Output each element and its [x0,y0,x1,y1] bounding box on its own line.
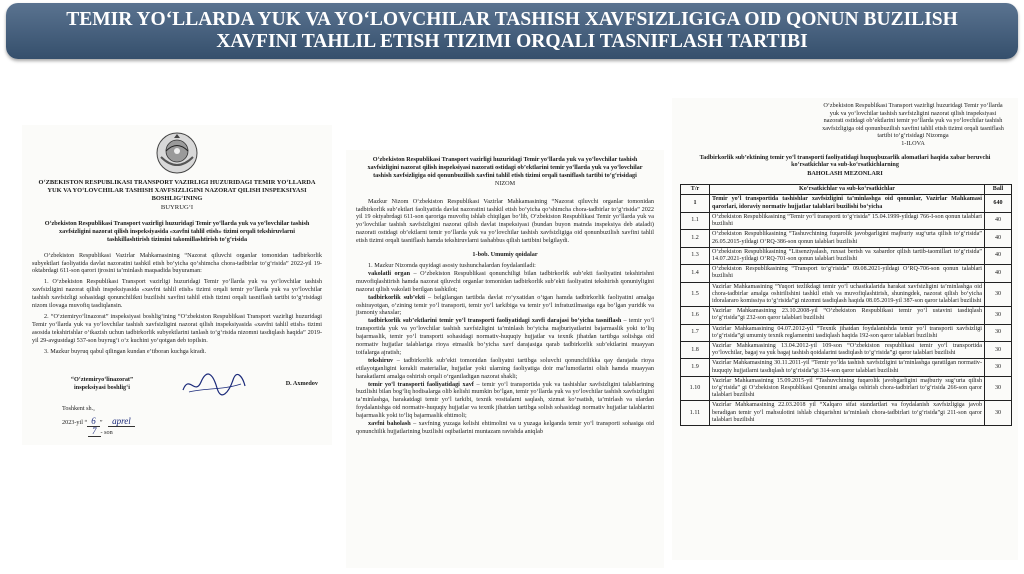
row-criterion: O‘zbekiston Respublikasining “Tashuvchining fuqarolik javobgarligini majburiy sug‘urta qilish to‘g‘risida” 26.05.2015-yildagi O‘RQ-386-son qonun talablari buzilishi [710,230,985,247]
order-item-3: 3. Mazkur buyruq qabul qilingan kundan e’tiboran kuchga kiradi. [44,347,207,355]
definition-3 [356,317,654,357]
annex-heading: O‘zbekiston Respublikasi Transport vazirligi huzuridagi Temir yo‘llarda yuk va yo‘lovchilar tashish xavfsizligini nazorat qilish inspeksiyasi nazorati ostidagi ob’ektlarini temir yo‘llarda yuk va yo‘lovchilar tashish xavfsizligiga oid qonunbuzilish xavfini tahlil etish tizimi orqali tasniflash tartibi to‘g‘risidagi Nizomga [822,102,1004,140]
row-number: 1.3 [681,247,710,264]
row-ball: 30 [985,376,1012,401]
banner-line-1: TEMIR YO‘LLARDA YUK VA YO‘LOVCHILAR TASHISH XAVFSIZLIGIGA OID QONUN BUZILISH [66,9,958,30]
row-number: 1.7 [681,324,710,341]
row-criterion: Vazirlar Mahkamasining 22.03.2018 yil “Xalqaro sifat standartlari va foydalanish xavfsizligiga javob beradigan temir yo‘l mahsulotini ishlab chiqarishni ta’minlash chora-tadbirlari to‘g‘risida”gi 211-son qaror talablari buzilishi [710,401,985,426]
criteria-table [680,184,1012,426]
table-row [681,324,1012,341]
definition-4-text: – tadbirkorlik sub’ekti tomonidan faoliyatni tartibga soluvchi qonunchilikka qay darajada rioya etilayotganligini kerakli materiallar, hujjatlar yoki ularning faoliyatiga doir ma’lumotlarini olish hamda muayyan harakatlarni amalga oshirish orqali o‘rganiladigan nazorat shakli; [356,356,654,380]
table-row [681,359,1012,376]
table-row [681,307,1012,324]
term-3: tadbirkorlik sub’ektlarini temir yo‘l transporti faoliyatidagi xavfi darajasi bo‘yicha tasniflash [368,317,622,325]
row-number: 1.6 [681,307,710,324]
regulation-heading: O‘zbekiston Respublikasi Transport vazirligi huzuridagi Temir yo‘llarda yuk va yo‘lovchilar tashish xavfsizligini nazorat qilish inspeksiyasi nazorati ostidagi ob’ektlarini temir yo‘llarda yuk va yo‘lovchilar tashish xavfsizligiga oid qonunbuzilish xavfini tahlil etish tizimi orqali tasniflash tartibi to‘g‘risidagi [367,156,643,179]
row-number: 1.11 [681,401,710,426]
order-subject: O‘zbekiston Respublikasi Transport vazirligi huzuridagi Temir yo‘llarda yuk va yo‘lovchilar tashish xavfsizligini nazorat qilish inspeksiyasida «xavfni tahlil etish» tizimi orqali tekshiruvlarni tashkillashtirish tizimini takomillashtirish to‘g‘risida [44,219,310,243]
definition-5 [356,381,654,421]
row-criterion: Vazirlar Mahkamasining 30.11.2011-yil “Temir yo‘lda tashish xavfsizligini ta’minlashga qaratilgan normativ-huquqiy hujjatlarni tasdiqlash to‘g‘risida”gi 314-son qaror talablari buzilishi [710,359,985,376]
signature-image [179,370,249,398]
order-place: Toshkent sh., [62,404,95,412]
row-criterion: O‘zbekiston Respublikasining “Litsenziyalash, ruxsat berish va xabardor qilish tartib-taomillari to‘g‘risida” 14.07.2021-yildagi O‘RQ-701-son qonun talablari buzilishi [710,247,985,264]
regulation-para-1: 1. Mazkur Nizomda quyidagi asosiy tushunchalardan foydalaniladi: [368,261,536,269]
col-header-no: T/r [681,185,710,195]
term-4: tekshiruv [368,356,394,364]
row-ball: 40 [985,265,1012,282]
definition-6 [356,420,654,436]
definition-3-text: – temir yo‘l transportida yuk va yo‘lovchilar tashish xavfsizligini ta’minlash bo‘yicha majburiyatlarini bajarmaslik yoki to‘liq bajarmaslik, temir yo‘l transporti sohasidagi normativ-huquqiy hujjatlar va texnik jihatdan tartibga solishga oid normativ hujjatlar talablariga rioya etmaslik bo‘yicha xavf darajasiga qarab tadbirkorlik sub’ektlarini muayyan toifalarga ajratish; [356,317,654,356]
row-criterion: O‘zbekiston Respublikasining “Temir yo‘l transporti to‘g‘risida” 15.04.1999-yildagi 766-I-son qonun talablari buzilishi [710,212,985,229]
row-ball: 30 [985,282,1012,307]
regulation-intro: Mazkur Nizom O‘zbekiston Respublikasi Vazirlar Mahkamasining “Nazorat qiluvchi organlar tomonidan tadbirkorlik sub’ektlari faoliyatida davlat nazoratini tashkil etish bo‘yicha qo‘shimcha chora-tadbirlar to‘g‘risida” 2022 yil 19 oktyabrdagi 611-son qaroriga muvofiq ishlab chiqilgan bo‘lib, O‘zbekiston Respublikasi Temir yo‘llarda yuk va yo‘lovchilar tashish xavfsizligini nazorat qilish davlat inspeksiyasi (bundan buyon matnda inspeksiya deb ataladi) nazorati ostidagi ob’ektlarni temir yo‘llarda yuk va yo‘lovchilar tashish xavfsizligiga oid qonunbuzilish xavfini tahlil etish tizimi orqali tasniflash hamda tekshiruvlarni tashabbus qilish tartibini belgilaydi. [356,197,654,245]
order-item-1: 1. O‘zbekiston Respublikasi Transport vazirligi huzuridagi Temir yo‘llarda yuk va yo‘lovchilar tashish xavfsizligini nazorat qilish inspeksiyasida «xavfni tahlil etish» tizimi orqali temir yo‘llarda yuk va yo‘lovchilar tashish xavfsizligi sohasidagi qonunchilikni buzilishi xavfini tahlil etish tizimi orqali tasniflash tartibi to‘g‘risidagi nizom ilovaga muvofiq tasdiqlansin. [32,278,322,310]
banner-title [66,9,958,53]
table-row [681,376,1012,401]
regulation-section-title: 1-bob. Umumiy qoidalar [472,251,538,259]
definition-1 [356,270,654,294]
order-number-suffix: - son [100,428,113,436]
table-header-row [681,185,1012,195]
banner-line-2: XAVFINI TAHLIL ETISH TIZIMI ORQALI TASNIFLASH TARTIBI [216,31,808,52]
title-banner [6,3,1018,59]
definition-6-text: – xavfning yuzaga kelishi ehtimolini va u yuzaga kelganda temir yo‘l transporti sohasiga oid qonunchilik hujjatlarining buzilishi oqibatlarini muntazam ravishda aniqlab [356,420,654,435]
table-row [681,230,1012,247]
table-row [681,265,1012,282]
term-1: vakolatli organ [368,269,411,277]
row-number: 1 [681,195,710,212]
signature-block [62,370,318,398]
definition-4 [356,357,654,381]
order-type: BUYRUG‘I [160,204,194,211]
row-number: 1.10 [681,376,710,401]
row-criterion: Vazirlar Mahkamasining 04.07.2012-yil “Texnik jihatdan foydalanishda temir yo‘l transporti xavfsizligi to‘g‘risida”gi umumiy texnik reglamentni tasdiqlash haqida 192-son qaror talablari buzilishi [710,324,985,341]
definition-2-text: – belgilangan tartibda davlat ro‘yxatidan o‘tgan hamda tadbirkorlik faoliyatini amalga oshirayotgan, o‘zining temir yo‘l transporti, temir yo‘l tarkibiga va temir yo‘l infratuzilmasiga ega bo‘lgan yuridik va jismoniy shaxslar; [356,293,655,317]
table-row [681,195,1012,212]
row-number: 1.4 [681,265,710,282]
row-ball: 30 [985,341,1012,358]
row-ball: 30 [985,324,1012,341]
row-criterion: Vazirlar Mahkamasining 23.10.2008-yil “O‘zbekiston Respublikasi temir yo‘l ustavini tasdiqlash to‘g‘risida”gi 232-son qaror talablari buzilishi [710,307,985,324]
order-item-2: 2. “O‘ztemiryo‘linazorat” inspeksiyasi boshlig‘ining “O‘zbekiston Respublikasi Transport vazirligi huzuridagi Temir yo‘llarda yuk va yo‘lovchilar tashish xavfsizligini nazorat qilish inspeksiyasida «xavfni tahlil etish» tizimi asosida tekshirishlar o‘tkazish uchun tadbirkorlik subyektlarini tanlash to‘g‘risida nizomni tasdiqlash haqida” 2019-yil 29-avgustdagi 537-son buyrug‘i o‘z kuchini yo‘qotgan deb topilsin. [32,312,322,344]
row-criterion: O‘zbekiston Respublikasining “Transport to‘g‘risida” 09.08.2021-yildagi O‘RQ-706-son qonun talablari buzilishi [710,265,985,282]
row-ball: 30 [985,307,1012,324]
date-month: aprel [108,416,135,427]
definition-2 [356,294,654,318]
row-criterion: Vazirlar Mahkamasining 15.09.2015-yil “Tashuvchining fuqarolik javobgarligini majburiy sug‘urta qilish to‘g‘risida” gi O‘zbekiston Respublikasi Qonunini amalga oshirish chora-tadbirlari to‘g‘risida 266-son qaror talablari buzilishi [710,376,985,401]
order-issuer: O‘ZBEKISTON RESPUBLIKASI TRANSPORT VAZIRLIGI HUZURIDAGI TEMIR YO‘LLARDA YUK VA YO‘LOVCHILAR TASHISH XAVFSIZLIGINI NAZORAT QILISH INSPEKSIYASI BOSHLIG‘INING [38,179,316,202]
row-number: 1.8 [681,341,710,358]
date-prefix: 2023-yil “ [62,418,88,426]
row-number: 1.9 [681,359,710,376]
order-document [22,125,332,445]
row-ball: 30 [985,359,1012,376]
row-criterion: Vazirlar Mahkamasining 13.04.2012-yil 109-son “O‘zbekiston respublikasi temir yo‘l transportida yo‘lovchilar, bagaj va yuk bagaj tashish qoidalarini tasdiqlash to‘g‘risida”gi qaror talablari buzilishi [710,341,985,358]
regulation-document [346,150,664,568]
row-ball: 40 [985,212,1012,229]
row-criterion: Temir yo‘l transportida tashishlar xavfsizligini ta’minlashga oid qonunlar, Vazirlar Mahkamasi qarorlari, idoraviy normativ hujjatlar talablari buzilishi bo‘yicha [710,195,985,212]
term-2: tadbirkorlik sub’ekti [368,293,425,301]
row-ball: 40 [985,247,1012,264]
table-row [681,282,1012,307]
row-ball: 30 [985,401,1012,426]
order-date-block [62,404,332,437]
annex-document [672,98,1018,560]
row-ball: 40 [985,230,1012,247]
row-criterion: Vazirlar Mahkamasining “Yuqori tezlikdagi temir yo‘l uchastkalarida harakat xavfsizligini ta’minlashga oid chora-tadbirlar amalga oshirilishini tashkil etish va muvofiqlashtirish, shuningdek, nazorat qilish bo‘yicha idoralararo komissiya to‘g‘risida”gi nizomni tasdiqlash haqida 08.05.2019-yil 387-son qaror talablari buzilishi [710,282,985,307]
annex-title: Tadbirkorlik sub’ektining temir yo‘l transporti faoliyatidagi huquqbuzarlik alomatlari haqida xabar beruvchi ko‘rsatkichlar va sub-ko‘rsatkichlarning [699,153,991,169]
signer-name: D. Axmedov [285,379,318,387]
date-mid: ” [99,418,103,426]
regulation-type: NIZOM [494,179,516,187]
order-number-value: 7 [88,426,101,437]
date-day: 6 [87,416,100,427]
definition-5-text: – temir yo‘l transportida yuk va tashishlar xavfsizligini talablarining buzilishi bilan bog‘liq hodisalarga olib kelishi mumkin bo‘lgan, temir yo‘llarda yuk va yo‘lovchilar tashish xavfsizligini ta’minlashga, harakatdagi temir yo‘l tarkibi, texnik vositalarni saqlash, xizmat ko‘rsatish, ta’mirlash va ulardan foydalanishga oid normativ-huquqiy hujjatlar va texnik jihatdan tartibga solish sohasidagi normativ hujjatlar talablarini bajarmaslik yoki to‘liq bajarmaslik ehtimoli; [356,380,654,420]
table-row [681,401,1012,426]
table-row [681,212,1012,229]
criteria-table-body [681,195,1012,425]
order-number [88,427,332,437]
annex-title-2: BAHOLASH MEZONLARI [807,170,883,178]
row-ball: 640 [985,195,1012,212]
term-5: temir yo‘l transporti faoliyatidagi xavf [368,380,474,388]
table-row [681,247,1012,264]
table-row [681,341,1012,358]
order-date [62,417,332,427]
row-number: 1.5 [681,282,710,307]
row-number: 1.1 [681,212,710,229]
state-emblem-icon [155,131,199,175]
col-header-ball: Ball [985,185,1012,195]
order-preamble: O‘zbekiston Respublikasi Vazirlar Mahkamasining “Nazorat qiluvchi organlar tomonidan tadbirkorlik subyektlari faoliyatida davlat nazoratini tashkil etish bo‘yicha qo‘shimcha chora-tadbirlar to‘g‘risida” 2022-yil 19-oktabrdagi 611-son qarori ijrosini ta’minlash maqsadida buyuraman: [32,251,322,275]
definition-1-text: – O‘zbekiston Respublikasi qonunchiligi bilan tadbirkorlik sub’ekti faoliyatini tekshirishni muvofiqlashtirish hamda nazorat qiluvchi organlar tomonidan tadbirkorlik sub’ekti faoliyatini tekshirish qonuniyligini nazorat qilish vakolati berilgan tashkilot; [356,269,654,293]
signer-title: “O‘ztemiryo‘linazorat” inspeksiyasi boshlig‘i [70,375,134,391]
row-number: 1.2 [681,230,710,247]
annex-label: 1-ILOVA [901,139,925,147]
col-header-name: Ko‘rsatkichlar va sub-ko‘rsatkichlar [710,185,985,195]
term-6: xavfni baholash [368,420,411,428]
